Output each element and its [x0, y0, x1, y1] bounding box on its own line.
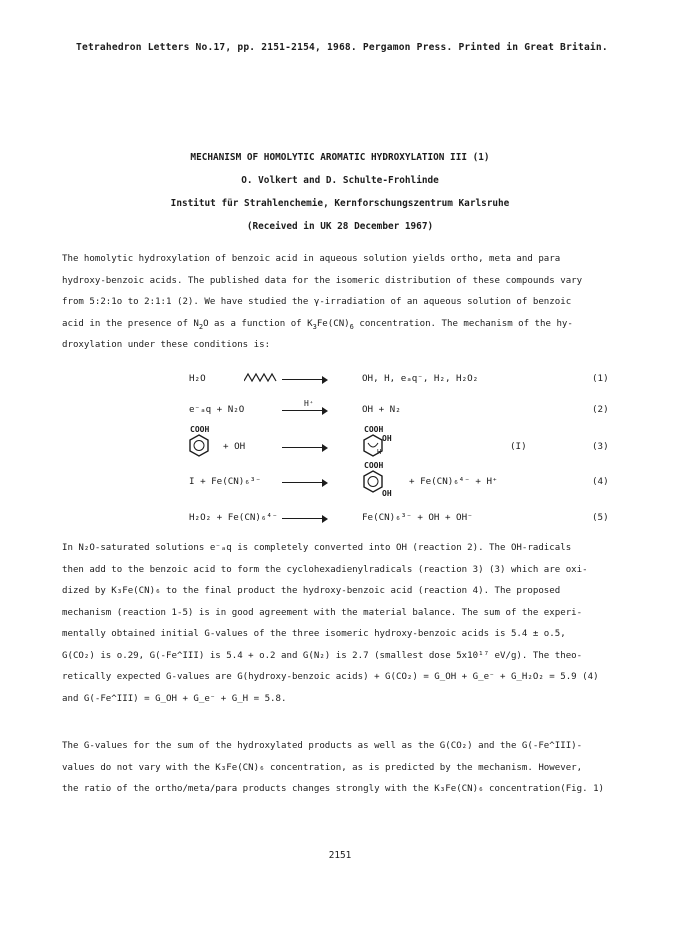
- text-line: then add to the benzoic acid to form the cyclohexadienylradicals (reaction 3) (3) which are oxi-: [62, 564, 588, 575]
- text-line: acid in the presence of $N_2O$ as a function of $K_3Fe(CN)_6$ concentration. The mechanism of the hy-: [62, 318, 573, 331]
- equation-number: (4): [592, 476, 609, 487]
- reaction-rhs: OH + N₂: [362, 404, 401, 415]
- equation-number: (2): [592, 404, 609, 415]
- reaction-rhs: + Fe(CN)₆⁴⁻ + H⁺: [409, 476, 498, 487]
- substituent-label: COOH: [364, 461, 384, 470]
- intermediate-label: (I): [510, 441, 527, 452]
- intro-paragraph: [62, 249, 622, 357]
- substituent-label: COOH: [364, 425, 384, 434]
- results-paragraph: [62, 736, 622, 801]
- text-line: and G(-Fe^III) = G_OH + G_e⁻ + G_H = 5.8.: [62, 693, 287, 704]
- text-line: mechanism (reaction 1-5) is in good agreement with the material balance. The sum of the experi-: [62, 607, 583, 618]
- text-line: The G-values for the sum of the hydroxylated products as well as the G(CO₂) and the G(-Fe^III)-: [62, 741, 583, 751]
- journal-citation: Tetrahedron Letters No.17, pp. 2151-2154, 1968. Pergamon Press. Printed in Great Britain.: [76, 42, 608, 53]
- text-line: The homolytic hydroxylation of benzoic acid in aqueous solution yields ortho, meta and para: [62, 254, 561, 264]
- text-line: dized by K₃Fe(CN)₆ to the final product the hydroxy-benzoic acid (reaction 4). The proposed: [62, 586, 561, 596]
- text-line: values do not vary with the K₃Fe(CN)₆ concentration, as is predicted by the mechanism. However,: [62, 762, 583, 773]
- catalyst-label: H⁺: [304, 399, 314, 408]
- benzoic-acid-ring-icon: [188, 434, 210, 458]
- reaction-arrow: [282, 447, 326, 448]
- reaction-arrow: [282, 379, 326, 380]
- reaction-rhs: Fe(CN)₆³⁻ + OH + OH⁻: [362, 512, 473, 523]
- text-line: G(CO₂) is o.29, G(-Fe^III) is 5.4 + o.2 and G(N₂) is 2.7 (smallest dose 5x10¹⁷ eV/g). The theo-: [62, 650, 583, 661]
- text-line: retically expected G-values are G(hydroxy-benzoic acids) + G(CO₂) = G_OH + G_e⁻ + G_H₂O₂ = 5.9 (4): [62, 672, 599, 682]
- institution: Institut für Strahlenchemie, Kernforschungszentrum Karlsruhe: [170, 198, 510, 209]
- reactant-oh: + OH: [223, 441, 246, 452]
- reaction-lhs: H₂O₂ + Fe(CN)₆⁴⁻: [189, 512, 278, 523]
- substituent-label: OH: [382, 434, 392, 443]
- mechanism-paragraph: [62, 538, 622, 710]
- reaction-lhs: H₂O: [189, 373, 206, 384]
- reaction-arrow: [282, 410, 326, 411]
- reaction-lhs: e⁻ₐq + N₂O: [189, 404, 245, 415]
- text-line: droxylation under these conditions is:: [62, 340, 271, 350]
- substituent-label: OH: [382, 489, 392, 498]
- text-line: In N₂O-saturated solutions e⁻ₐq is completely converted into OH (reaction 2). The OH-radicals: [62, 543, 572, 553]
- irradiation-wavy-icon: [244, 372, 286, 384]
- authors: O. Volkert and D. Schulte-Frohlinde: [241, 175, 439, 186]
- text-line: from 5:2:1o to 2:1:1 (2). We have studied the γ-irradiation of an aqueous solution of benzoic: [62, 297, 572, 307]
- reaction-rhs: OH, H, eₐq⁻, H₂, H₂O₂: [362, 373, 479, 384]
- text-line: the ratio of the ortho/meta/para products changes strongly with the K₃Fe(CN)₆ concentration(Fig. 1): [62, 784, 605, 794]
- received-date: (Received in UK 28 December 1967): [246, 221, 434, 232]
- reaction-lhs: I + Fe(CN)₆³⁻: [189, 476, 261, 487]
- substituent-label: H: [377, 448, 382, 456]
- equation-number: (5): [592, 512, 609, 523]
- reaction-arrow: [282, 518, 326, 519]
- reaction-arrow: [282, 482, 326, 483]
- equation-number: (3): [592, 441, 609, 452]
- substituent-label: COOH: [190, 425, 210, 434]
- equation-number: (1): [592, 373, 609, 384]
- page-number: 2151: [328, 850, 352, 861]
- text-line: mentally obtained initial G-values of the three isomeric hydroxy-benzoic acids is 5.4 ± o.5,: [62, 629, 566, 639]
- article-title: MECHANISM OF HOMOLYTIC AROMATIC HYDROXYLATION III (1): [190, 152, 490, 163]
- hydroxybenzoic-acid-ring-icon: [362, 470, 384, 494]
- text-line: hydroxy-benzoic acids. The published data for the isomeric distribution of these compounds vary: [62, 275, 583, 286]
